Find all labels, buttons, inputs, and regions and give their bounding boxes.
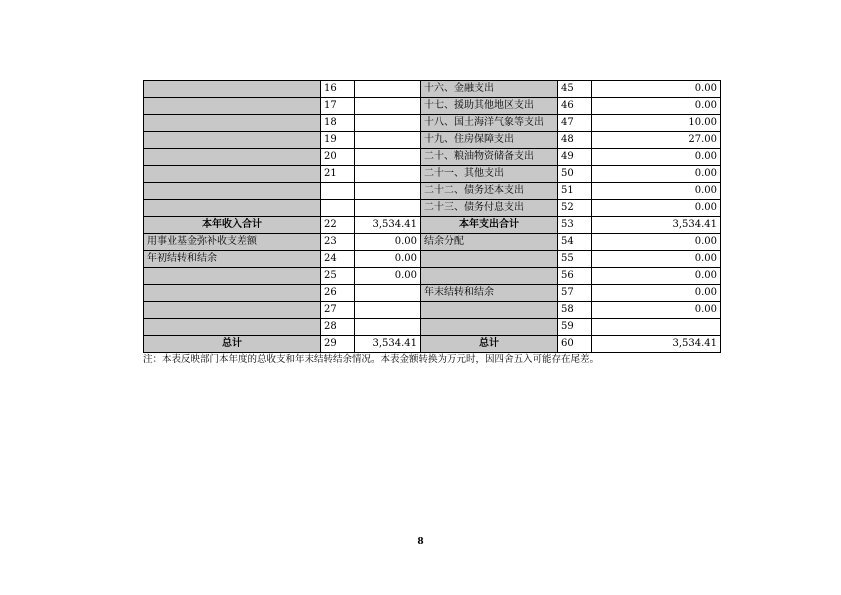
table-row bbox=[144, 319, 721, 336]
expense-line-number: 58 bbox=[558, 302, 592, 319]
expense-line-number: 47 bbox=[558, 115, 592, 132]
income-amount bbox=[355, 115, 421, 132]
table-row bbox=[144, 217, 721, 234]
expense-item-label bbox=[421, 268, 558, 285]
income-item-label bbox=[144, 285, 321, 302]
expense-line-number: 46 bbox=[558, 98, 592, 115]
income-item-label: 用事业基金弥补收支差额 bbox=[144, 234, 321, 251]
expense-item-label: 十七、援助其他地区支出 bbox=[421, 98, 558, 115]
income-item-label: 年初结转和结余 bbox=[144, 251, 321, 268]
income-line-number: 23 bbox=[321, 234, 355, 251]
expense-item-label: 二十二、债务还本支出 bbox=[421, 183, 558, 200]
table-row bbox=[144, 166, 721, 183]
expense-line-number: 55 bbox=[558, 251, 592, 268]
table-row bbox=[144, 200, 721, 217]
income-item-label bbox=[144, 98, 321, 115]
table-row bbox=[144, 302, 721, 319]
expense-amount: 27.00 bbox=[592, 132, 721, 149]
income-line-number bbox=[321, 183, 355, 200]
table-row bbox=[144, 115, 721, 132]
income-amount bbox=[355, 319, 421, 336]
income-amount bbox=[355, 302, 421, 319]
expense-item-label bbox=[421, 302, 558, 319]
income-amount bbox=[355, 183, 421, 200]
income-amount bbox=[355, 132, 421, 149]
income-line-number: 17 bbox=[321, 98, 355, 115]
income-amount: 3,534.41 bbox=[355, 336, 421, 353]
expense-amount: 0.00 bbox=[592, 98, 721, 115]
income-item-label bbox=[144, 319, 321, 336]
income-line-number: 18 bbox=[321, 115, 355, 132]
expense-item-label bbox=[421, 251, 558, 268]
expense-line-number: 48 bbox=[558, 132, 592, 149]
income-item-label bbox=[144, 149, 321, 166]
income-item-label bbox=[144, 268, 321, 285]
expense-amount: 0.00 bbox=[592, 166, 721, 183]
expense-amount bbox=[592, 319, 721, 336]
expense-amount: 0.00 bbox=[592, 234, 721, 251]
income-item-label bbox=[144, 132, 321, 149]
income-item-label: 总计 bbox=[144, 336, 321, 353]
expense-item-label: 十八、国土海洋气象等支出 bbox=[421, 115, 558, 132]
expense-item-label: 年末结转和结余 bbox=[421, 285, 558, 302]
income-amount: 0.00 bbox=[355, 234, 421, 251]
expense-amount: 0.00 bbox=[592, 183, 721, 200]
expense-amount: 0.00 bbox=[592, 200, 721, 217]
income-item-label bbox=[144, 115, 321, 132]
table-row bbox=[144, 251, 721, 268]
income-amount: 3,534.41 bbox=[355, 217, 421, 234]
expense-line-number: 57 bbox=[558, 285, 592, 302]
table-row bbox=[144, 234, 721, 251]
income-item-label bbox=[144, 166, 321, 183]
table-row bbox=[144, 183, 721, 200]
expense-line-number: 54 bbox=[558, 234, 592, 251]
income-item-label bbox=[144, 302, 321, 319]
expense-amount: 0.00 bbox=[592, 81, 721, 98]
expense-amount: 10.00 bbox=[592, 115, 721, 132]
expense-line-number: 45 bbox=[558, 81, 592, 98]
expense-item-label: 二十三、债务付息支出 bbox=[421, 200, 558, 217]
income-amount bbox=[355, 98, 421, 115]
income-amount bbox=[355, 166, 421, 183]
page-number: 8 bbox=[417, 537, 424, 547]
expense-item-label: 结余分配 bbox=[421, 234, 558, 251]
income-item-label: 本年收入合计 bbox=[144, 217, 321, 234]
income-line-number: 29 bbox=[321, 336, 355, 353]
income-amount bbox=[355, 81, 421, 98]
table-row bbox=[144, 285, 721, 302]
income-line-number: 16 bbox=[321, 81, 355, 98]
table-row bbox=[144, 132, 721, 149]
expense-amount: 0.00 bbox=[592, 149, 721, 166]
expense-item-label: 二十一、其他支出 bbox=[421, 166, 558, 183]
expense-item-label: 十六、金融支出 bbox=[421, 81, 558, 98]
income-line-number: 21 bbox=[321, 166, 355, 183]
expense-line-number: 60 bbox=[558, 336, 592, 353]
expense-item-label: 总计 bbox=[421, 336, 558, 353]
income-line-number: 22 bbox=[321, 217, 355, 234]
expense-amount: 0.00 bbox=[592, 302, 721, 319]
expense-amount: 3,534.41 bbox=[592, 217, 721, 234]
budget-table bbox=[143, 80, 721, 353]
income-amount bbox=[355, 200, 421, 217]
income-line-number: 19 bbox=[321, 132, 355, 149]
income-amount bbox=[355, 285, 421, 302]
income-amount: 0.00 bbox=[355, 251, 421, 268]
expense-line-number: 53 bbox=[558, 217, 592, 234]
table-row bbox=[144, 81, 721, 98]
table-row bbox=[144, 98, 721, 115]
footnote: 注：本表反映部门本年度的总收支和年末结转结余情况。本表金额转换为万元时，因四舍五入可能存在尾差。 bbox=[143, 354, 600, 365]
expense-amount: 0.00 bbox=[592, 285, 721, 302]
income-item-label bbox=[144, 81, 321, 98]
expense-line-number: 52 bbox=[558, 200, 592, 217]
expense-line-number: 49 bbox=[558, 149, 592, 166]
income-line-number: 20 bbox=[321, 149, 355, 166]
income-line-number: 24 bbox=[321, 251, 355, 268]
expense-line-number: 56 bbox=[558, 268, 592, 285]
income-item-label bbox=[144, 200, 321, 217]
expense-item-label bbox=[421, 319, 558, 336]
table-row bbox=[144, 149, 721, 166]
income-item-label bbox=[144, 183, 321, 200]
expense-item-label: 十九、住房保障支出 bbox=[421, 132, 558, 149]
income-line-number: 25 bbox=[321, 268, 355, 285]
income-line-number: 28 bbox=[321, 319, 355, 336]
income-amount bbox=[355, 149, 421, 166]
expense-line-number: 59 bbox=[558, 319, 592, 336]
expense-amount: 0.00 bbox=[592, 251, 721, 268]
expense-item-label: 二十、粮油物资储备支出 bbox=[421, 149, 558, 166]
expense-amount: 3,534.41 bbox=[592, 336, 721, 353]
income-line-number: 26 bbox=[321, 285, 355, 302]
expense-amount: 0.00 bbox=[592, 268, 721, 285]
table-row bbox=[144, 336, 721, 353]
income-line-number: 27 bbox=[321, 302, 355, 319]
income-amount: 0.00 bbox=[355, 268, 421, 285]
expense-line-number: 51 bbox=[558, 183, 592, 200]
income-line-number bbox=[321, 200, 355, 217]
expense-item-label: 本年支出合计 bbox=[421, 217, 558, 234]
expense-line-number: 50 bbox=[558, 166, 592, 183]
table-row bbox=[144, 268, 721, 285]
